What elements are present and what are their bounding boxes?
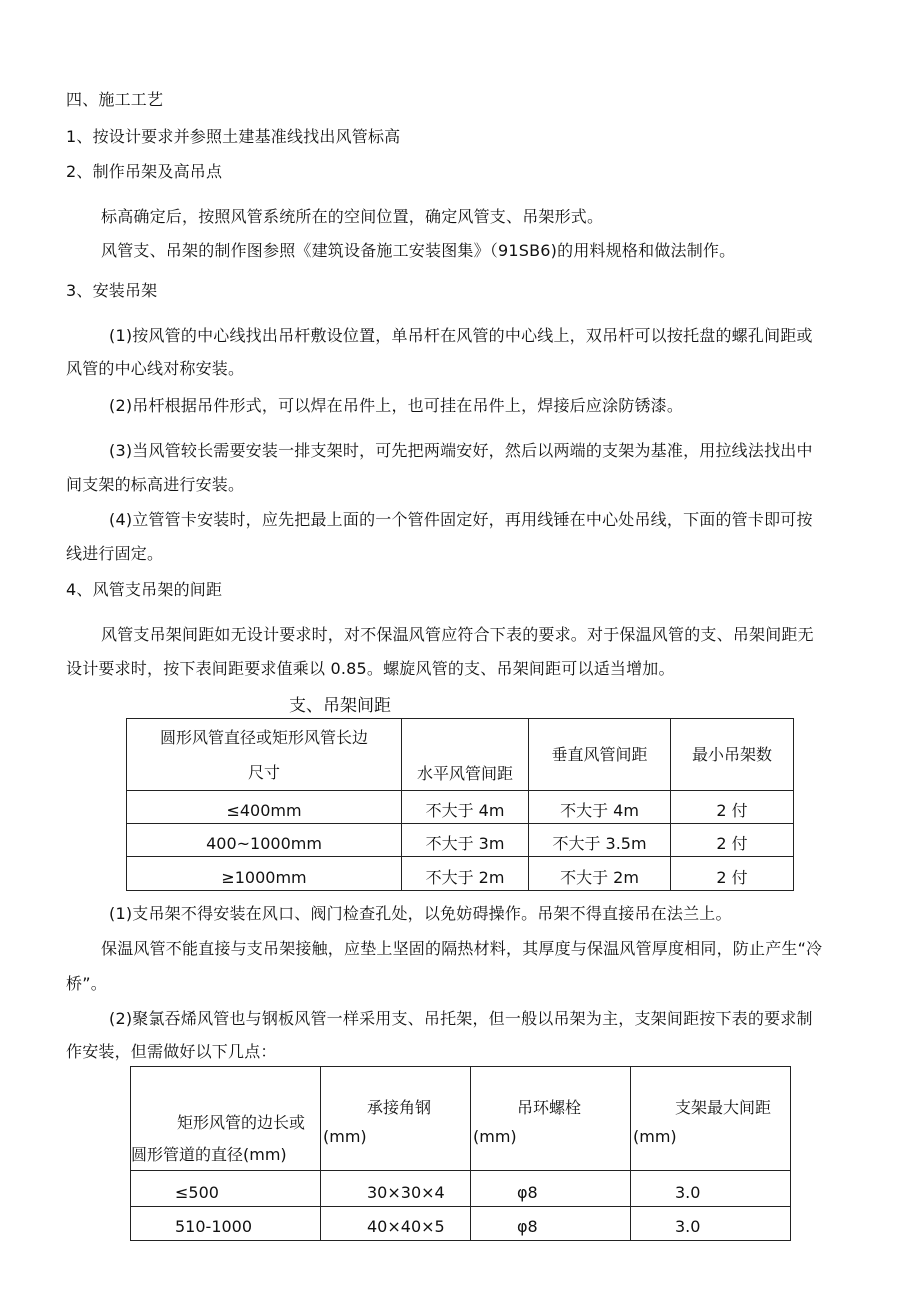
cell-size: ≤400mm <box>127 791 402 824</box>
paragraph-spacing-line-2: 设计要求时，按下表间距要求值乘以 0.85。螺旋风管的支、吊架间距可以适当增加。 <box>66 659 675 678</box>
table-row <box>127 791 794 824</box>
cell-size: 400~1000mm <box>127 824 402 857</box>
header-size <box>127 719 402 791</box>
header-size-line-2: 尺寸 <box>247 762 280 782</box>
step-3: 3、安装吊架 <box>66 281 158 300</box>
cell-vertical: 不大于 4m <box>529 791 671 824</box>
cell-count: 2 付 <box>671 791 794 824</box>
pvc-support-table <box>130 1066 791 1241</box>
cell-size: ≥1000mm <box>127 857 402 891</box>
cell-angle: 40×40×5 <box>321 1207 471 1241</box>
item-2: (2)吊杆根据吊件形式，可以焊在吊件上，也可挂在吊件上，焊接后应涂防锈漆。 <box>109 396 684 415</box>
header-bolt-line-2: (mm) <box>473 1127 517 1146</box>
cell-max: 3.0 <box>631 1171 791 1207</box>
step-1: 1、按设计要求并参照土建基准线找出风管标高 <box>66 127 401 146</box>
header-bolt-line-1: 吊环螺栓 <box>517 1098 582 1117</box>
header-angle <box>321 1067 471 1171</box>
header-size-line-1: 矩形风管的边长或 <box>177 1113 306 1132</box>
cell-horizontal: 不大于 4m <box>402 791 529 824</box>
header-min-hangers: 最小吊架数 <box>671 719 794 791</box>
note-insulation-line-1: 保温风管不能直接与支吊架接触，应垫上坚固的隔热材料，其厚度与保温风管厚度相同，防止产生“冷 <box>101 939 823 958</box>
spacing-table <box>126 718 794 891</box>
note-2-line-2: 作安装，但需做好以下几点： <box>66 1042 277 1061</box>
table-header-row <box>127 719 794 791</box>
header-vertical: 垂直风管间距 <box>529 719 671 791</box>
note-2-line-1: (2)聚氯吞烯风管也与钢板风管一样采用支、吊托架，但一般以吊架为主，支架间距按下表的要求制 <box>109 1009 813 1028</box>
header-max-line-2: (mm) <box>633 1127 677 1146</box>
cell-bolt: φ8 <box>471 1171 631 1207</box>
cell-horizontal: 不大于 3m <box>402 824 529 857</box>
header-bolt <box>471 1067 631 1171</box>
item-3-line-1: (3)当风管较长需要安装一排支架时，可先把两端安好，然后以两端的支架为基准，用拉线法找出中 <box>109 441 813 460</box>
table-row <box>131 1207 791 1241</box>
table-header-row <box>131 1067 791 1171</box>
item-1-line-2: 风管的中心线对称安装。 <box>66 359 245 378</box>
cell-count: 2 付 <box>671 857 794 891</box>
item-4-line-1: (4)立管管卡安装时，应先把最上面的一个管件固定好，再用线锤在中心处吊线，下面的管卡即可按 <box>109 510 813 529</box>
paragraph-spacing-line-1: 风管支吊架间距如无设计要求时，对不保温风管应符合下表的要求。对于保温风管的支、吊架间距无 <box>101 625 814 644</box>
table-1-caption: 支、吊架间距 <box>289 696 391 716</box>
item-3-line-2: 间支架的标高进行安装。 <box>66 475 245 494</box>
header-angle-line-2: (mm) <box>323 1127 367 1146</box>
table-row <box>127 857 794 891</box>
item-4-line-2: 线进行固定。 <box>66 544 164 563</box>
cell-count: 2 付 <box>671 824 794 857</box>
cell-vertical: 不大于 3.5m <box>529 824 671 857</box>
note-insulation-line-2: 桥”。 <box>66 974 107 993</box>
cell-horizontal: 不大于 2m <box>402 857 529 891</box>
item-1-line-1: (1)按风管的中心线找出吊杆敷设位置，单吊杆在风管的中心线上，双吊杆可以按托盘的螺孔间距或 <box>109 326 813 345</box>
header-max-line-1: 支架最大间距 <box>675 1098 772 1117</box>
note-1: (1)支吊架不得安装在风口、阀门检查孔处，以免妨碍操作。吊架不得直接吊在法兰上。 <box>109 904 732 923</box>
paragraph-reference: 风管支、吊架的制作图参照《建筑设备施工安装图集》（91SB6)的用料规格和做法制作。 <box>101 241 736 260</box>
header-horizontal: 水平风管间距 <box>402 719 529 791</box>
cell-bolt: φ8 <box>471 1207 631 1241</box>
header-size <box>131 1067 321 1171</box>
cell-angle: 30×30×4 <box>321 1171 471 1207</box>
header-size-line-2: 圆形管道的直径(mm) <box>131 1145 287 1164</box>
cell-size: 510-1000 <box>131 1207 321 1241</box>
cell-max: 3.0 <box>631 1207 791 1241</box>
heading: 四、施工工艺 <box>66 90 164 109</box>
step-4: 4、风管支吊架的间距 <box>66 580 223 599</box>
paragraph-elevation: 标高确定后，按照风管系统所在的空间位置，确定风管支、吊架形式。 <box>101 207 604 226</box>
step-2: 2、制作吊架及高吊点 <box>66 162 223 181</box>
table-row <box>131 1171 791 1207</box>
cell-vertical: 不大于 2m <box>529 857 671 891</box>
table-row <box>127 824 794 857</box>
header-size-line-1: 圆形风管直径或矩形风管长边 <box>159 727 368 747</box>
header-max-spacing <box>631 1067 791 1171</box>
header-angle-line-1: 承接角钢 <box>367 1098 432 1117</box>
cell-size: ≤500 <box>131 1171 321 1207</box>
